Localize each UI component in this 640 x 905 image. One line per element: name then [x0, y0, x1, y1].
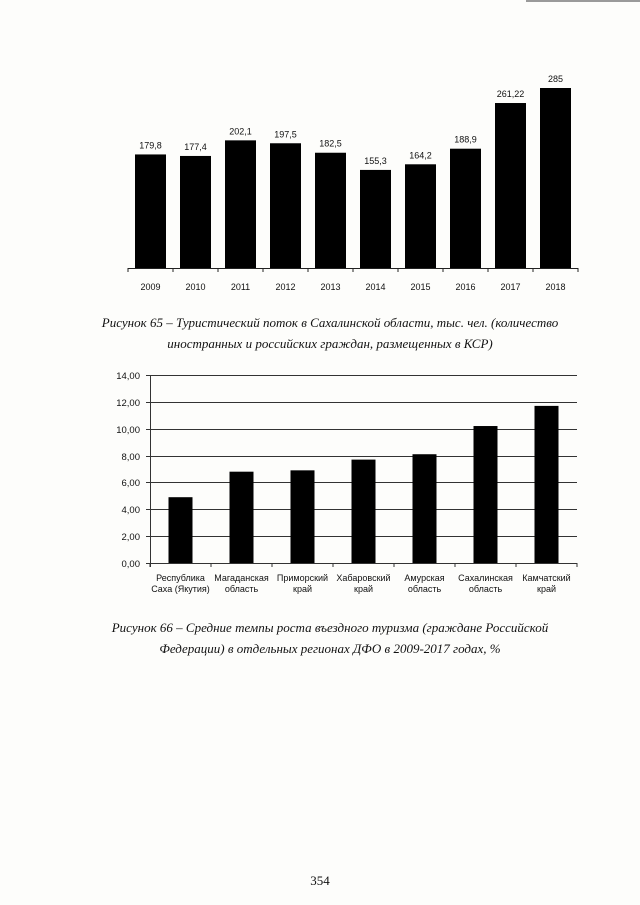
- bar: [225, 140, 256, 268]
- y-tick-label: 4,00: [121, 505, 140, 516]
- bar: [360, 170, 391, 268]
- bar: [135, 154, 166, 268]
- bar: [535, 406, 559, 563]
- figure-65-caption-line2: иностранных и российских граждан, размещенных в КСР): [167, 336, 493, 351]
- data-label: 182,5: [319, 138, 342, 149]
- x-tick-label: 2016: [455, 282, 476, 292]
- bar: [270, 143, 301, 268]
- data-label: 285: [547, 74, 564, 84]
- x-tick-label: Приморский край: [276, 573, 329, 594]
- data-label: 202,1: [229, 126, 252, 137]
- x-tick-label: Республика Саха (Якутия): [151, 573, 210, 594]
- x-tick-label: Сахалинская область: [458, 573, 513, 594]
- data-label: 177,4: [184, 141, 207, 152]
- x-tick-label: 2017: [500, 282, 521, 292]
- data-label: 261,22: [496, 89, 525, 100]
- x-tick-label: Амурская область: [404, 573, 445, 594]
- data-label: 179,8: [139, 140, 162, 151]
- bar: [405, 164, 436, 268]
- y-tick-label: 6,00: [121, 478, 140, 489]
- y-tick-label: 14,00: [116, 371, 140, 382]
- figure-65-caption-line1: Рисунок 65 – Туристический поток в Сахалинской области, тыс. чел. (количество: [101, 315, 559, 330]
- x-tick-label: 2014: [365, 282, 386, 292]
- y-tick-label: 8,00: [121, 452, 140, 463]
- bar: [413, 454, 437, 563]
- figure-66-caption-line1: Рисунок 66 – Средние темпы роста въездного туризма (граждане Российской: [111, 620, 549, 635]
- bar: [291, 470, 315, 563]
- figure-65-caption: [60, 312, 600, 354]
- data-label: 188,9: [454, 134, 477, 145]
- bar: [474, 426, 498, 563]
- bar: [495, 103, 526, 268]
- bar: [352, 460, 376, 563]
- bar: [315, 153, 346, 268]
- x-tick-label: Хабаровский край: [336, 573, 391, 594]
- y-tick-label: 2,00: [121, 532, 140, 543]
- data-label: 164,2: [409, 150, 432, 161]
- x-tick-label: 2013: [320, 282, 341, 292]
- bar: [450, 149, 481, 268]
- x-tick-label: 2010: [185, 282, 206, 292]
- page-number: 354: [310, 873, 330, 888]
- chart-66: [116, 371, 577, 594]
- figure-66-caption-line2: Федерации) в отдельных регионах ДФО в 2009-2017 годах, %: [159, 641, 501, 656]
- x-tick-label: 2018: [545, 282, 566, 292]
- x-tick-label: 2012: [275, 282, 296, 292]
- chart-65: [128, 74, 578, 292]
- bar: [180, 156, 211, 268]
- bar: [169, 497, 193, 563]
- y-tick-label: 12,00: [116, 398, 140, 409]
- x-tick-label: Магаданская область: [214, 573, 269, 594]
- x-tick-label: 2009: [140, 282, 161, 292]
- y-tick-label: 10,00: [116, 425, 140, 436]
- bar: [540, 88, 571, 268]
- x-tick-label: Камчатский край: [522, 573, 571, 594]
- x-tick-label: 2015: [410, 282, 431, 292]
- data-label: 197,5: [274, 129, 297, 140]
- data-label: 155,3: [364, 155, 387, 166]
- bar: [230, 472, 254, 563]
- figure-66-caption: [60, 617, 600, 659]
- y-tick-label: 0,00: [121, 559, 140, 570]
- x-tick-label: 2011: [230, 282, 251, 292]
